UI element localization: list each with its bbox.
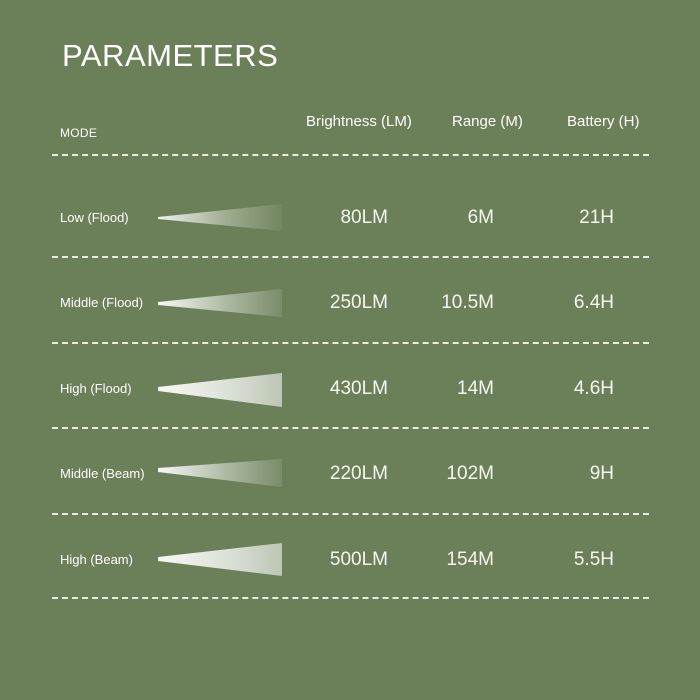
table-row — [0, 454, 700, 494]
header-mode: MODE — [60, 126, 98, 140]
brightness-value: 220LM — [329, 463, 388, 484]
range-value: 14M — [457, 378, 494, 399]
brightness-value: 430LM — [329, 378, 388, 399]
beam-high-beam-icon — [158, 540, 282, 580]
range-value: 6M — [467, 207, 494, 228]
mode-label: High (Beam) — [60, 552, 133, 567]
battery-value: 5.5H — [573, 549, 614, 570]
brightness-value: 80LM — [340, 207, 388, 228]
mode-label: Middle (Beam) — [60, 466, 145, 481]
beam-high-flood-icon — [158, 369, 282, 409]
battery-value: 9H — [589, 463, 614, 484]
table-row — [0, 369, 700, 409]
battery-value: 21H — [579, 207, 614, 228]
divider-row-4 — [52, 513, 649, 515]
brightness-value: 250LM — [329, 292, 388, 313]
table-row — [0, 198, 700, 238]
header-range: Range (M) — [452, 113, 523, 130]
range-value: 10.5M — [441, 292, 494, 313]
mode-label: Middle (Flood) — [60, 295, 144, 310]
battery-value: 6.4H — [573, 292, 614, 313]
battery-value: 4.6H — [573, 378, 614, 399]
mode-label: High (Flood) — [60, 381, 132, 396]
header-brightness: Brightness (LM) — [306, 113, 412, 130]
divider-row-3 — [52, 427, 649, 429]
divider-row-5 — [52, 597, 649, 599]
beam-middle-flood-icon — [158, 283, 282, 323]
mode-label: Low (Flood) — [60, 210, 129, 225]
range-value: 102M — [446, 463, 494, 484]
page-title: PARAMETERS — [62, 38, 279, 73]
divider-row-2 — [52, 342, 649, 344]
beam-low-flood-icon — [158, 198, 282, 238]
divider-header — [52, 154, 649, 156]
beam-middle-beam-icon — [158, 454, 282, 494]
table-row — [0, 283, 700, 323]
header-battery: Battery (H) — [567, 113, 640, 130]
brightness-value: 500LM — [329, 549, 388, 570]
range-value: 154M — [446, 549, 494, 570]
table-row — [0, 540, 700, 580]
divider-row-1 — [52, 256, 649, 258]
